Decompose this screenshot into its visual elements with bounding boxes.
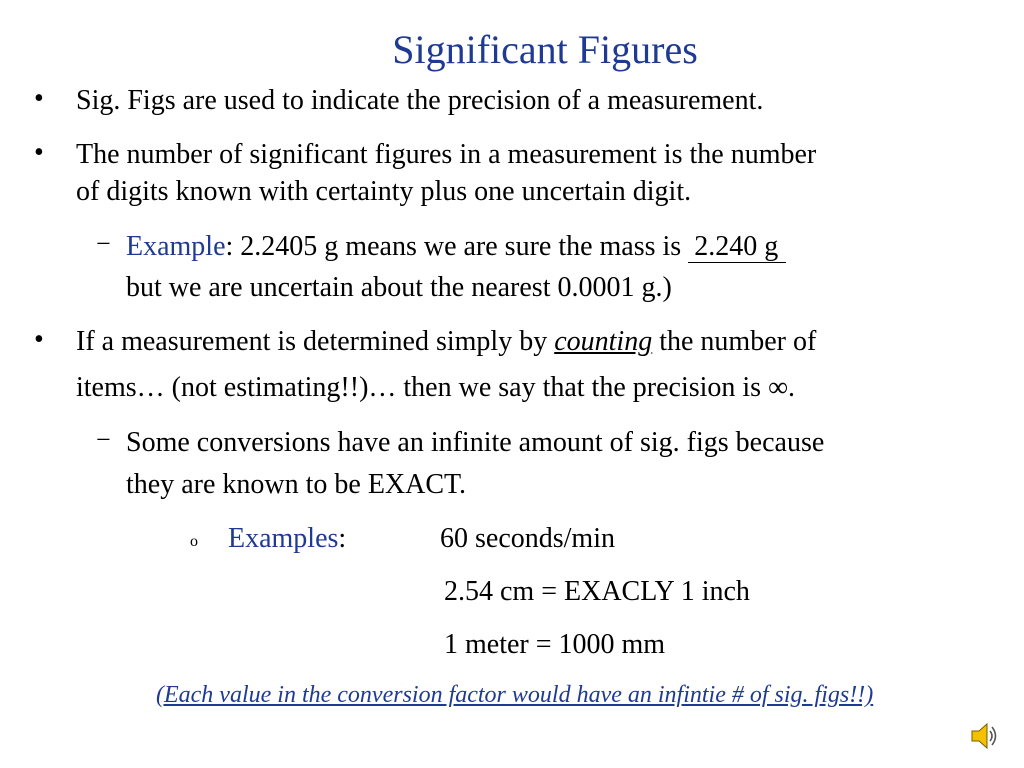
- bullet-3-pre: If a measurement is determined simply by: [76, 326, 555, 357]
- examples-label-line: [228, 521, 346, 557]
- example-conversion-2: 2.54 cm = EXACLY 1 inch: [444, 576, 750, 607]
- example-line-1: [126, 229, 786, 265]
- example-conversion-3: 1 meter = 1000 mm: [444, 629, 666, 660]
- example-text: : 2.2405 g means we are sure the mass is: [225, 231, 689, 262]
- example-conversion-1: 60 seconds/min: [440, 523, 615, 554]
- footnote: (Each value in the conversion factor would have an infintie # of sig. figs!!): [156, 682, 874, 708]
- bullet-marker: •: [34, 324, 44, 355]
- example-label: Example: [126, 231, 226, 262]
- bullet-marker: •: [34, 137, 44, 168]
- counting-emphasis: counting: [554, 326, 653, 357]
- bullet-2-line-2: of digits known with certainty plus one uncertain digit.: [76, 176, 692, 207]
- dash-marker: −: [96, 425, 111, 454]
- bullet-3-line-2: items… (not estimating!!)… then we say that the precision is ∞.: [76, 372, 796, 403]
- conversions-line-2: they are known to be EXACT.: [126, 469, 467, 500]
- speaker-icon[interactable]: [970, 720, 1000, 752]
- bullet-marker: •: [34, 83, 44, 114]
- conversions-line-1: Some conversions have an infinite amount of sig. figs because: [126, 427, 825, 458]
- bullet-3-post: the number of: [652, 326, 817, 357]
- bullet-1-text: Sig. Figs are used to indicate the precision of a measurement.: [76, 85, 764, 116]
- examples-colon: :: [338, 523, 347, 554]
- examples-label: Examples: [228, 523, 339, 554]
- example-answer-blank: 2.240 g: [688, 232, 786, 263]
- bullet-2-line-1: The number of significant figures in a measurement is the number: [76, 139, 817, 170]
- example-line-2: but we are uncertain about the nearest 0.0001 g.): [126, 272, 672, 303]
- circle-marker: o: [190, 533, 198, 550]
- dash-marker: −: [96, 229, 111, 258]
- slide-title: Significant Figures: [392, 27, 698, 72]
- bullet-3-line-1: [76, 324, 816, 360]
